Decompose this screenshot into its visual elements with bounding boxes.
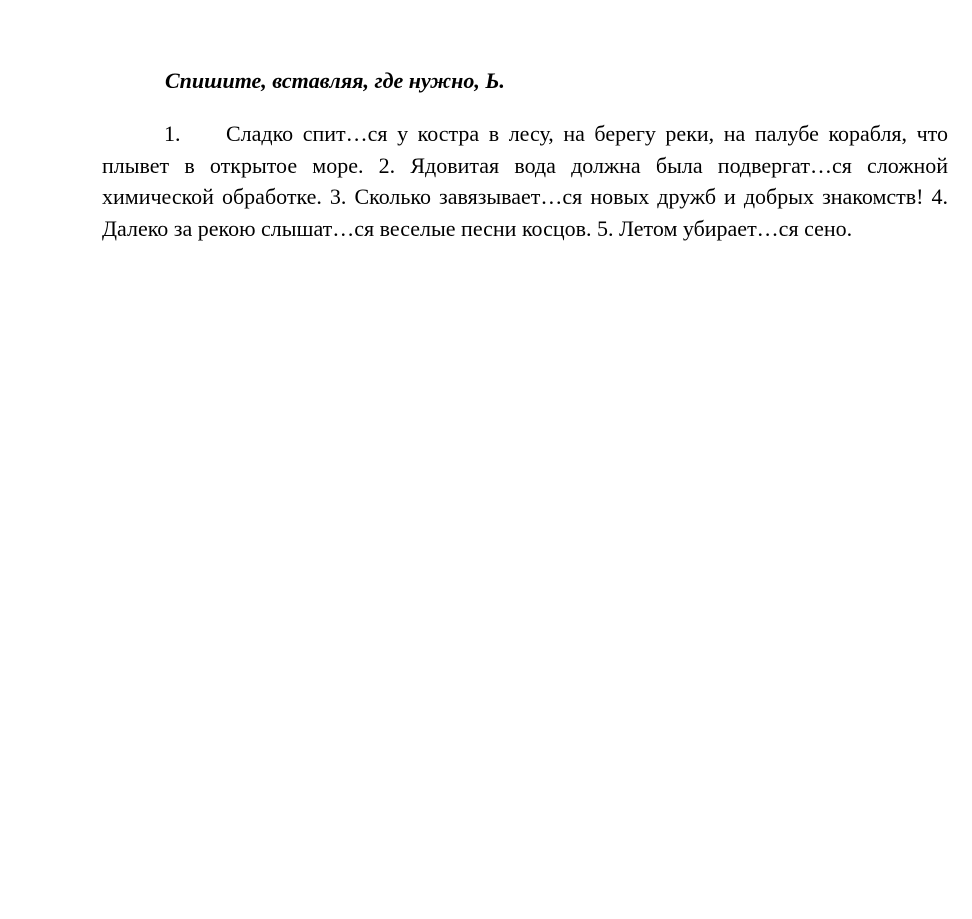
exercise-heading: Спишите, вставляя, где нужно, Ь. <box>165 68 505 93</box>
exercise-text: Сладко спит…ся у костра в лесу, на берегу реки, на палубе корабля, что плывет в открытое море. 2. Ядовитая вода должна была подвергат…ся сложной химической обработке. 3. Сколько завязывает…ся новых дружб и добрых знакомств! 4. Далеко за рекою слышат…ся веселые песни косцов. 5. Летом убирает…ся сено. <box>102 121 948 241</box>
exercise-paragraph <box>102 118 948 244</box>
first-item-number: 1. <box>164 121 181 146</box>
